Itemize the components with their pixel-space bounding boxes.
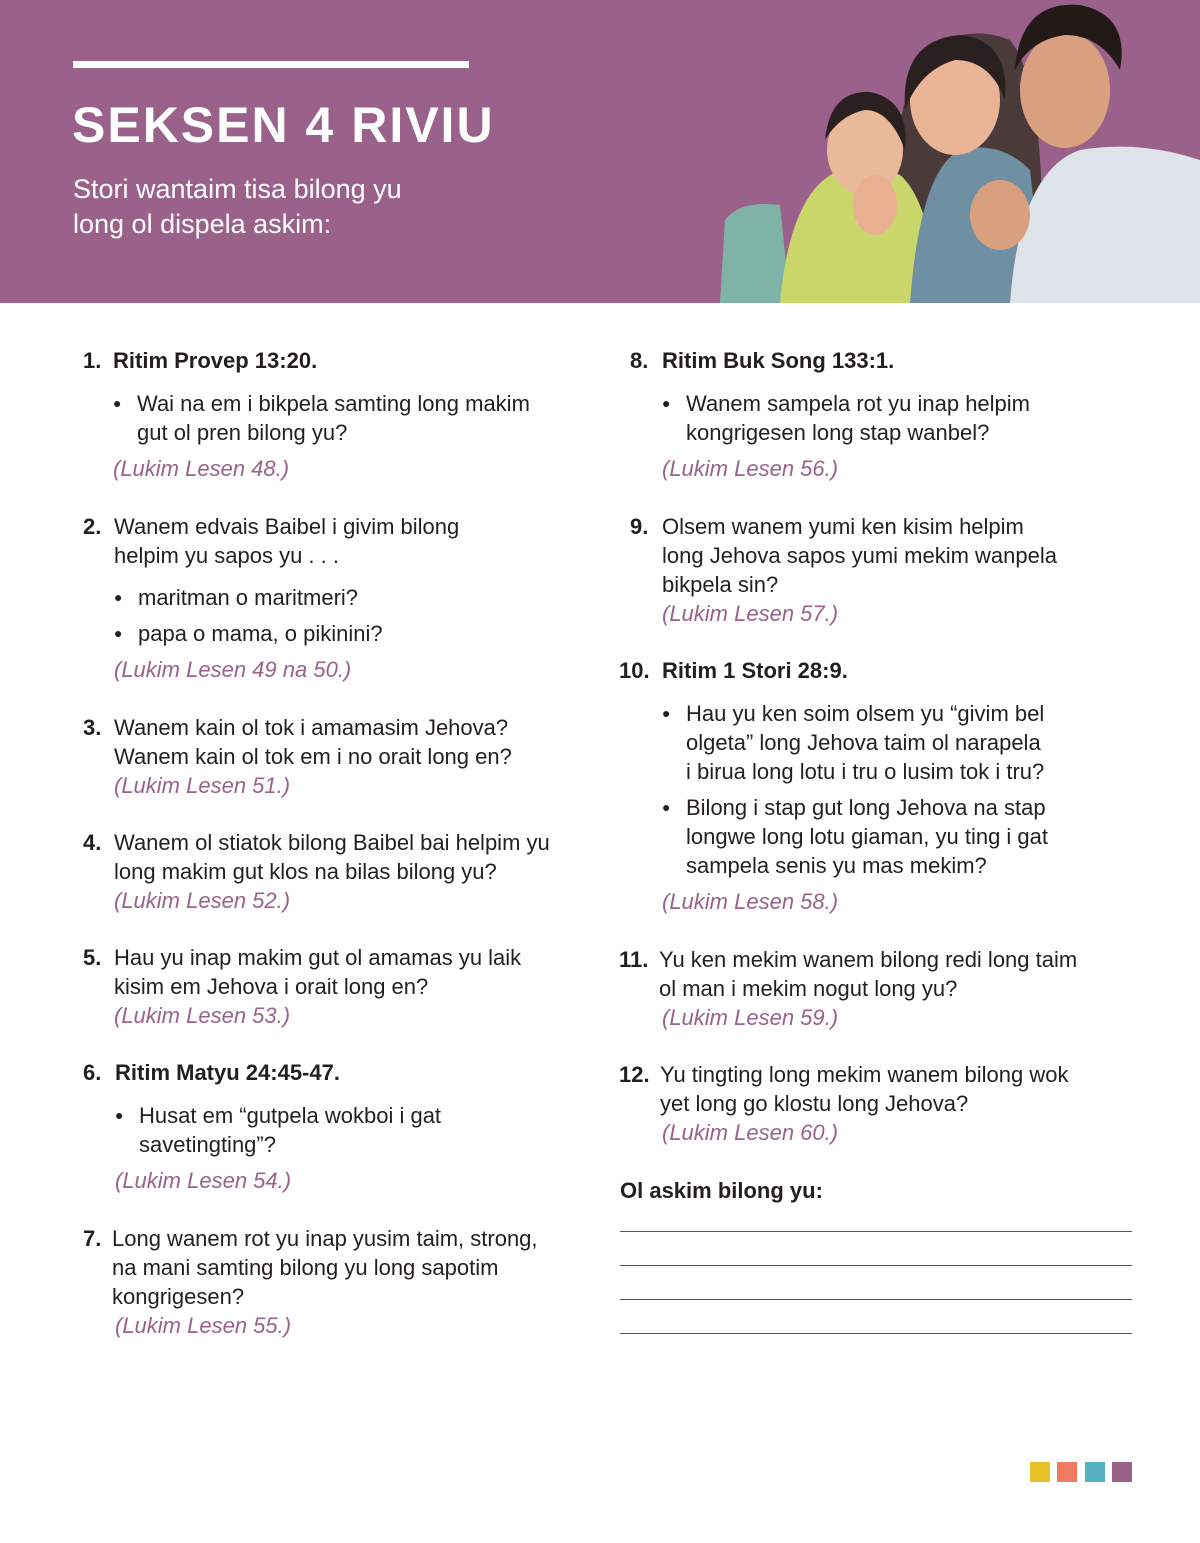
family-praying-illustration [700, 0, 1200, 303]
page-subtitle: Stori wantaim tisa bilong yu long ol dispela askim: [73, 174, 402, 239]
lesson-reference-link[interactable]: (Lukim Lesen 52.) [114, 888, 291, 913]
question-number: 3. [83, 715, 102, 740]
color-swatch-orange [1057, 1462, 1077, 1482]
question-2 [83, 512, 573, 684]
lesson-reference-link[interactable]: (Lukim Lesen 58.) [662, 889, 839, 914]
question-text: Wanem edvais Baibel i givim bilong helpim yu sapos yu . . . [114, 514, 460, 568]
bullet-item: ● Wai na em i bikpela samting long makim gut ol pren bilong yu? [113, 389, 573, 447]
writing-line[interactable] [620, 1265, 1132, 1266]
lesson-reference-link[interactable]: (Lukim Lesen 59.) [662, 1005, 839, 1030]
lesson-reference-link[interactable]: (Lukim Lesen 57.) [662, 601, 839, 626]
bullet-item: ● Hau yu ken soim olsem yu “givim bel olgeta” long Jehova taim ol narapela i birua long lotu i tru o lusim tok i tru? [662, 699, 1139, 786]
question-number: 5. [83, 945, 102, 970]
page-title: SEKSEN 4 RIVIU [72, 97, 495, 153]
question-text: Yu ken mekim wanem bilong redi long taim ol man i mekim nogut long yu? [659, 947, 1078, 1001]
question-number: 1. [83, 348, 102, 373]
question-text: Yu tingting long mekim wanem bilong wok yet long go klostu long Jehova? [660, 1062, 1069, 1116]
color-swatch-yellow [1030, 1462, 1050, 1482]
question-number: 11. [619, 947, 649, 972]
question-text: Long wanem rot yu inap yusim taim, strong, na mani samting bilong yu long sapotim kongrigesen? [112, 1226, 538, 1309]
question-12 [619, 1060, 1139, 1147]
bullet-item: ● papa o mama, o pikinini? [114, 619, 573, 648]
question-text: Olsem wanem yumi ken kisim helpim long Jehova sapos yumi mekim wanpela bikpela sin? [662, 514, 1057, 597]
question-10 [619, 656, 1139, 916]
question-text: Ritim Matyu 24:45-47. [115, 1060, 340, 1085]
question-text: Ritim Provep 13:20. [113, 348, 318, 373]
question-number: 10. [619, 658, 650, 683]
question-number: 6. [83, 1060, 102, 1085]
lesson-reference-link[interactable]: (Lukim Lesen 48.) [113, 456, 290, 481]
question-text: Wanem ol stiatok bilong Baibel bai helpim yu long makim gut klos na bilas bilong yu? [114, 830, 550, 884]
bullet-item: ● Husat em “gutpela wokboi i gat savetingting”? [115, 1101, 583, 1159]
lesson-reference-link[interactable]: (Lukim Lesen 56.) [662, 456, 839, 481]
question-number: 9. [630, 514, 649, 539]
question-4 [83, 828, 583, 915]
question-number: 12. [619, 1062, 650, 1087]
bullet-item: ● Bilong i stap gut long Jehova na stap longwe long lotu giaman, yu ting i gat sampela senis yu mas mekim? [662, 793, 1139, 880]
question-text: Hau yu inap makim gut ol amamas yu laik kisim em Jehova i orait long en? [114, 945, 522, 999]
bullet-item: ● maritman o maritmeri? [114, 583, 573, 612]
question-number: 7. [83, 1226, 102, 1251]
question-number: 4. [83, 830, 102, 855]
writing-line[interactable] [620, 1333, 1132, 1334]
header-banner [0, 0, 1200, 303]
lesson-reference-link[interactable]: (Lukim Lesen 49 na 50.) [114, 657, 352, 682]
question-6 [83, 1058, 583, 1195]
lesson-reference-link[interactable]: (Lukim Lesen 60.) [662, 1120, 839, 1145]
question-text: Ritim Buk Song 133:1. [662, 348, 895, 373]
writing-line[interactable] [620, 1299, 1132, 1300]
question-text: Wanem kain ol tok i amamasim Jehova? Wanem kain ol tok em i no orait long en? [114, 715, 512, 769]
question-7 [83, 1224, 583, 1340]
question-9 [630, 512, 1130, 628]
header-rule [73, 61, 469, 68]
answer-lines[interactable] [620, 1231, 1132, 1367]
question-1 [83, 346, 573, 483]
question-8 [630, 346, 1130, 483]
question-3 [83, 713, 573, 800]
question-number: 2. [83, 514, 102, 539]
lesson-reference-link[interactable]: (Lukim Lesen 51.) [114, 773, 291, 798]
own-questions-label: Ol askim bilong yu: [620, 1178, 823, 1203]
lesson-reference-link[interactable]: (Lukim Lesen 53.) [114, 1003, 291, 1028]
question-number: 8. [630, 348, 649, 373]
lesson-reference-link[interactable]: (Lukim Lesen 55.) [115, 1313, 292, 1338]
color-swatch-purple [1112, 1462, 1132, 1482]
writing-line[interactable] [620, 1231, 1132, 1232]
question-5 [83, 943, 583, 1030]
question-text: Ritim 1 Stori 28:9. [662, 658, 848, 683]
bullet-item: ● Wanem sampela rot yu inap helpim kongrigesen long stap wanbel? [662, 389, 1130, 447]
question-11 [619, 945, 1139, 1032]
lesson-reference-link[interactable]: (Lukim Lesen 54.) [115, 1168, 292, 1193]
color-swatch-teal [1085, 1462, 1105, 1482]
